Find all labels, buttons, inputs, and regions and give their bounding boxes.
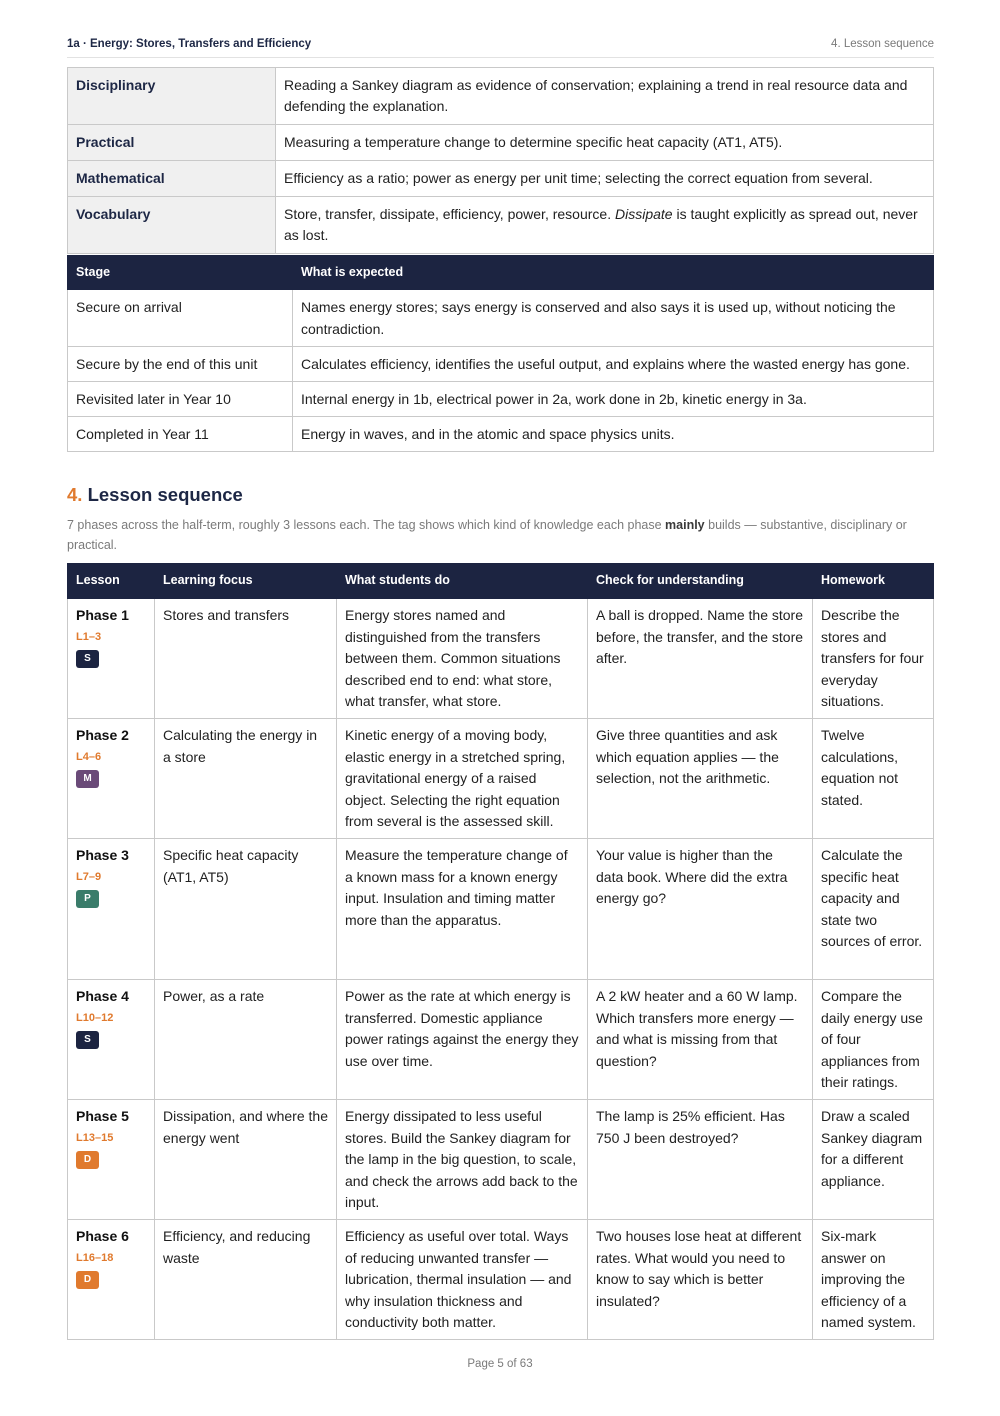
phase-name: Phase 4 <box>76 988 129 1004</box>
homework-cell: Twelve calculations, equation not stated. <box>813 719 934 839</box>
section-title: Lesson sequence <box>87 484 243 505</box>
table-row <box>68 980 934 1100</box>
learning-focus-cell: Stores and transfers <box>155 599 337 719</box>
table-row <box>68 599 934 719</box>
table-row <box>68 290 934 347</box>
lesson-cell <box>68 599 155 719</box>
knowledge-type-tag: D <box>76 1271 99 1289</box>
check-cell: A 2 kW heater and a 60 W lamp. Which transfers more energy — and what is missing from that question? <box>588 980 813 1100</box>
intro-text: builds — substantive, disciplinary or practical. <box>67 518 907 552</box>
knowledge-type-tag: P <box>76 890 99 908</box>
dimension-name: Mathematical <box>68 161 276 197</box>
knowledge-type-tag: D <box>76 1151 99 1169</box>
lesson-range: L1–3 <box>76 630 102 643</box>
table-header-row <box>68 564 934 599</box>
description-text: is taught explicitly as spread out, never as lost. <box>284 206 918 243</box>
section-heading <box>67 484 243 506</box>
dimension-description: Efficiency as a ratio; power as energy per unit time; selecting the correct equation from several. <box>276 161 934 197</box>
stage-cell: Completed in Year 11 <box>68 417 293 452</box>
activity-cell: Efficiency as useful over total. Ways of reducing unwanted transfer — lubrication, thermal insulation — and why insulation thickness and conductivity both matter. <box>337 1219 588 1339</box>
knowledge-dimensions-table <box>67 67 934 254</box>
table-row <box>68 382 934 417</box>
homework-cell: Describe the stores and transfers for four everyday situations. <box>813 599 934 719</box>
activity-cell: Energy dissipated to less useful stores. Build the Sankey diagram for the lamp in the big question, to scale, and check the arrows add back to the input. <box>337 1099 588 1219</box>
check-cell: A ball is dropped. Name the store before, the transfer, and the store after. <box>588 599 813 719</box>
check-cell: Give three quantities and ask which equation applies — the selection, not the arithmetic. <box>588 719 813 839</box>
homework-cell: Six-mark answer on improving the efficiency of a named system. <box>813 1219 934 1339</box>
activity-cell: Power as the rate at which energy is transferred. Domestic appliance power ratings against the energy they use over time. <box>337 980 588 1100</box>
phase-name: Phase 2 <box>76 727 129 743</box>
progression-table <box>67 255 934 452</box>
table-row <box>68 417 934 452</box>
learning-focus-cell: Efficiency, and reducing waste <box>155 1219 337 1339</box>
phase-name: Phase 1 <box>76 607 129 623</box>
lesson-sequence-table <box>67 563 934 1340</box>
table-row <box>68 839 934 980</box>
phase-name: Phase 3 <box>76 847 129 863</box>
column-header: Stage <box>68 256 293 290</box>
column-header: Homework <box>813 564 934 599</box>
activity-cell: Measure the temperature change of a known mass for a known energy input. Insulation and timing matter more than the apparatus. <box>337 839 588 980</box>
knowledge-type-tag: M <box>76 770 99 788</box>
knowledge-type-tag: S <box>76 650 99 668</box>
unit-title: 1a · Energy: Stores, Transfers and Efficiency <box>67 38 312 50</box>
phase-name: Phase 5 <box>76 1107 129 1124</box>
table-row <box>68 1099 934 1219</box>
activity-cell: Energy stores named and distinguished from the transfers between them. Common situations described end to end: what store, what transfer, what store. <box>337 599 588 719</box>
column-header: Check for understanding <box>588 564 813 599</box>
learning-focus-cell: Calculating the energy in a store <box>155 719 337 839</box>
lesson-range: L7–9 <box>76 870 102 883</box>
section-reference: 4. Lesson sequence <box>831 38 934 50</box>
learning-focus-cell: Specific heat capacity (AT1, AT5) <box>155 839 337 980</box>
dimension-name: Practical <box>68 125 276 161</box>
column-header: What is expected <box>293 256 934 290</box>
activity-cell: Kinetic energy of a moving body, elastic energy in a stretched spring, gravitational energy of a raised object. Selecting the right equation from several is the assessed skill. <box>337 719 588 839</box>
table-row <box>68 68 934 125</box>
lesson-cell <box>68 719 155 839</box>
stage-cell: Secure by the end of this unit <box>68 347 293 382</box>
intro-text: 7 phases across the half-term, roughly 3 lessons each. The tag shows which kind of knowledge each phase <box>67 518 666 532</box>
lesson-range: L10–12 <box>76 1011 114 1024</box>
dimension-name: Vocabulary <box>68 197 276 254</box>
section-intro <box>67 516 934 555</box>
expected-cell: Names energy stores; says energy is conserved and also says it is used up, without noticing the contradiction. <box>293 290 934 347</box>
lesson-cell <box>68 1219 155 1339</box>
check-cell: The lamp is 25% efficient. Has 750 J been destroyed? <box>588 1099 813 1219</box>
homework-cell: Draw a scaled Sankey diagram for a different appliance. <box>813 1099 934 1219</box>
expected-cell: Energy in waves, and in the atomic and space physics units. <box>293 417 934 452</box>
learning-focus-cell: Power, as a rate <box>155 980 337 1100</box>
lesson-range: L16–18 <box>76 1251 114 1264</box>
description-text: Store, transfer, dissipate, efficiency, power, resource. <box>284 206 615 222</box>
check-cell: Your value is higher than the data book. Where did the extra energy go? <box>588 839 813 980</box>
table-header-row <box>68 256 934 290</box>
lesson-range: L4–6 <box>76 750 102 763</box>
check-cell: Two houses lose heat at different rates. What would you need to know to say which is better insulated? <box>588 1219 813 1339</box>
table-row <box>68 1219 934 1339</box>
lesson-cell <box>68 980 155 1100</box>
emphasised-term: Dissipate <box>614 206 673 222</box>
table-row <box>68 125 934 161</box>
table-row <box>68 347 934 382</box>
homework-cell: Calculate the specific heat capacity and state two sources of error. <box>813 839 934 980</box>
dimension-description: Measuring a temperature change to determine specific heat capacity (AT1, AT5). <box>276 125 934 161</box>
lesson-cell <box>68 1099 155 1219</box>
lesson-range: L13–15 <box>76 1131 114 1144</box>
stage-cell: Revisited later in Year 10 <box>68 382 293 417</box>
section-number: 4. <box>67 484 83 505</box>
lesson-cell <box>68 839 155 980</box>
learning-focus-cell: Dissipation, and where the energy went <box>155 1099 337 1219</box>
intro-emphasis: mainly <box>665 518 705 532</box>
phase-name: Phase 6 <box>76 1227 129 1244</box>
page-number: Page 5 of 63 <box>467 1358 533 1370</box>
knowledge-type-tag: S <box>76 1031 99 1049</box>
table-row <box>68 161 934 197</box>
expected-cell: Calculates efficiency, identifies the useful output, and explains where the wasted energy has gone. <box>293 347 934 382</box>
column-header: Learning focus <box>155 564 337 599</box>
column-header: What students do <box>337 564 588 599</box>
column-header: Lesson <box>68 564 155 599</box>
homework-cell: Compare the daily energy use of four appliances from their ratings. <box>813 980 934 1100</box>
expected-cell: Internal energy in 1b, electrical power in 2a, work done in 2b, kinetic energy in 3a. <box>293 382 934 417</box>
stage-cell: Secure on arrival <box>68 290 293 347</box>
running-header <box>67 38 934 58</box>
dimension-description <box>276 197 934 254</box>
dimension-description: Reading a Sankey diagram as evidence of conservation; explaining a trend in real resource data and defending the explanation. <box>276 68 934 125</box>
table-row <box>68 197 934 254</box>
dimension-name: Disciplinary <box>68 68 276 125</box>
table-row <box>68 719 934 839</box>
